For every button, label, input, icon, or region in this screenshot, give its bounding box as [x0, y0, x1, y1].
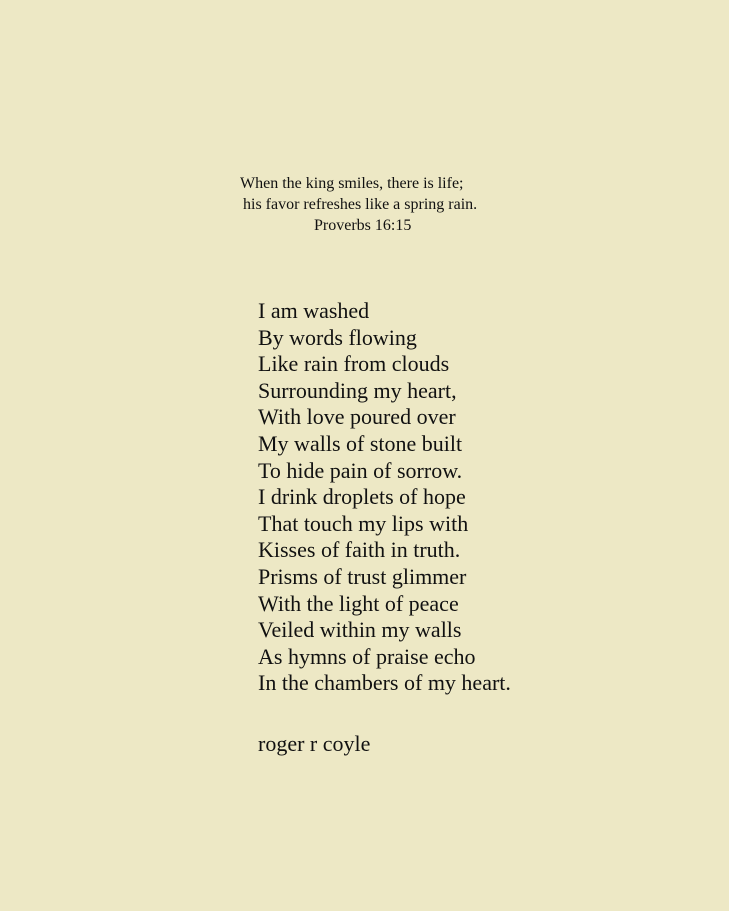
poem-line: Veiled within my walls — [258, 617, 462, 643]
epigraph — [236, 173, 526, 236]
poem-line: With the light of peace — [258, 590, 459, 616]
poem-line: To hide pain of sorrow. — [258, 457, 463, 483]
poem-line: Surrounding my heart, — [258, 377, 457, 403]
poem-line: Kisses of faith in truth. — [258, 537, 461, 563]
poem-body — [258, 298, 511, 697]
epigraph-line-2: his favor refreshes like a spring rain. — [243, 196, 478, 213]
poem-line: Prisms of trust glimmer — [258, 563, 467, 589]
poem-line: That touch my lips with — [258, 510, 469, 536]
poem-author: roger r coyle — [258, 731, 371, 756]
poem-line: I am washed — [258, 298, 370, 323]
epigraph-line-1: When the king smiles, there is life; — [240, 175, 464, 192]
poem-line: With love poured over — [258, 404, 456, 430]
epigraph-citation: Proverbs 16:15 — [314, 217, 412, 234]
poem-line: By words flowing — [258, 324, 417, 350]
poem-line: I drink droplets of hope — [258, 484, 466, 510]
poem-line: My walls of stone built — [258, 430, 463, 456]
poem-line: Like rain from clouds — [258, 351, 450, 377]
poem-line: In the chambers of my heart. — [258, 670, 511, 696]
poem-line: As hymns of praise echo — [258, 643, 476, 669]
